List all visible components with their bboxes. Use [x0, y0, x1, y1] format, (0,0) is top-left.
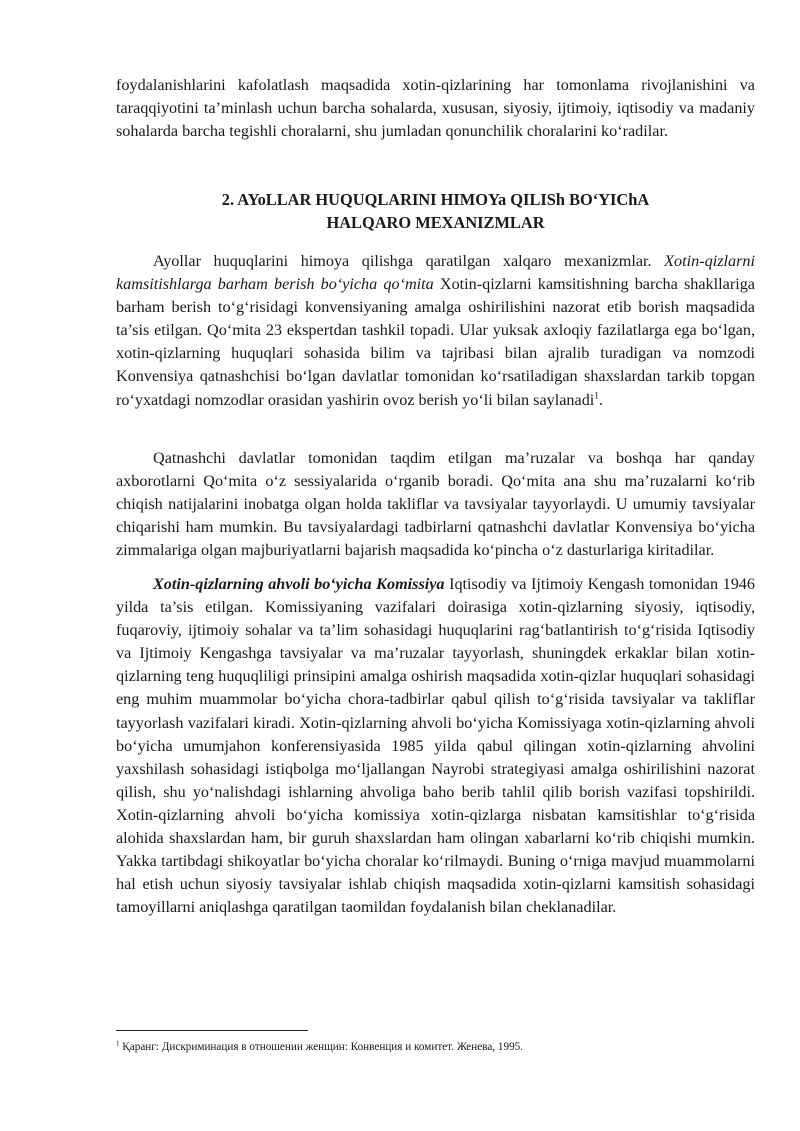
section-heading-line-1: 2. AYoLLAR HUQUQLARINI HIMOYa QILISh BO‘YIChA	[221, 190, 650, 209]
footnote-marker: 1	[116, 1039, 120, 1048]
footnote	[116, 1040, 755, 1054]
footnote-reference[interactable]: 1	[594, 390, 599, 401]
commission-name-bold-italic: Xotin-qizlarning ahvoli bo‘yicha Komissiya	[153, 575, 445, 593]
paragraph-commission	[116, 573, 755, 919]
paragraph-lead-text: Ayollar huquqlarini himoya qilishga qaratilgan xalqaro mexanizmlar.	[153, 252, 665, 270]
committee-name-italic: Xotin-qizlarni kamsitishlarga barham berish bo‘yicha qo‘mita	[116, 252, 755, 294]
footnote-text: Қаранг: Дискриминация в отношении женщин: Конвенция и комитет. Женева, 1995.	[119, 1041, 524, 1053]
section-heading	[116, 188, 755, 234]
paragraph-body-text: Xotin-qizlarni kamsitishning barcha shakllariga barham berish to‘g‘risidagi konvensiyaning amalga oshirilishini nazorat etib borish maqsadida ta’sis etilgan. Qo‘mita 23 ekspertdan tashkil topadi. Ular yuksak axloqiy fazilatlarga ega bo‘lgan, xotin-qizlarning huquqlari sohasida bilim va tajribasi bilan ajralib turadigan va nomzodi Konvensiya qatnashchisi bo‘lgan davlatlar tomonidan ko‘rsatiladigan shaxslardan tarkib topgan ro‘yxatdagi nomzodlar orasidan yashirin ovoz berish yo‘li bilan saylanadi	[116, 275, 755, 409]
section-heading-line-2: HALQARO MEXANIZMLAR	[326, 213, 545, 232]
paragraph-body-text: Iqtisodiy va Ijtimoiy Kengash tomonidan 1946 yilda ta’sis etilgan. Komissiyaning vazifalari doirasiga xotin-qizlarning siyosiy, iqtisodiy, fuqaroviy, ijtimoiy sohalar va ta’lim sohasidagi huquqlarini rag‘batlantirish to‘g‘risida Iqtisodiy va Ijtimoiy Kengashga tavsiyalar va ma’ruzalar tayyorlash, shuningdek erkaklar bilan xotin-qizlarning teng huquqliligi prinsipini amalga oshirish maqsadida xotin-qizlar huquqlari sohasidagi eng muhim muammolar bo‘yicha chora-tadbirlar qabul qilish to‘g‘risida tavsiyalar va takliflar tayyorlash vazifalari kiradi. Xotin-qizlarning ahvoli bo‘yicha Komissiyaga xotin-qizlarning ahvoli bo‘yicha umumjahon konferensiyasida 1985 yilda qabul qilingan xotin-qizlarning ahvolini yaxshilash sohasidagi istiqbolga mo‘ljallangan Nayrobi strategiyasi amalga oshirilishini nazorat qilish, shu yo‘nalishdagi ishlarning ahvoliga baho berib tahlil qilib borish vazifasi topshirildi. Xotin-qizlarning ahvoli bo‘yicha komissiya xotin-qizlarga nisbatan kamsitishlar to‘g‘risida alohida shaxslardan ham, bir guruh shaxslardan ham olingan xabarlarni ko‘rib chiqishi mumkin. Yakka tartibdagi shikoyatlar bo‘yicha choralar ko‘rilmaydi. Buning o‘rniga mavjud muammolarni hal etish uchun siyosiy tavsiyalar ishlab chiqish maqsadida xotin-qizlarni kamsitish sohasidagi tamoyillarni aniqlashga qaratilgan taomildan foydalanish bilan cheklanadilar.	[116, 575, 755, 917]
paragraph-continuation: foydalanishlarini kafolatlash maqsadida xotin-qizlarining har tomonlama rivojlanishini va taraqqiyotini ta’minlash uchun barcha sohalarda, xususan, siyosiy, ijtimoiy, iqtisodiy va madaniy sohalarda barcha tegishli choralarni, shu jumladan qonunchilik choralarini ko‘radilar.	[116, 76, 755, 141]
paragraph-committee	[116, 250, 755, 412]
paragraph-reports: Qatnashchi davlatlar tomonidan taqdim etilgan ma’ruzalar va boshqa har qanday axborotlarni Qo‘mita o‘z sessiyalarida o‘rganib boradi. Qo‘mita ana shu ma’ruzalarni ko‘rib chiqish natijalarini inobatga olgan holda takliflar va tavsiyalar tayyorlaydi. U umumiy tavsiyalar chiqarishi ham mumkin. Bu tavsiyalardagi tadbirlarni qatnashchi davlatlar Konvensiya bo‘yicha zimmalariga olgan majburiyatlarni bajarish maqsadida ko‘pincha o‘z dasturlariga kiritadilar.	[116, 449, 755, 560]
paragraph-end-punct: .	[598, 390, 603, 409]
footnote-separator	[116, 1030, 308, 1031]
